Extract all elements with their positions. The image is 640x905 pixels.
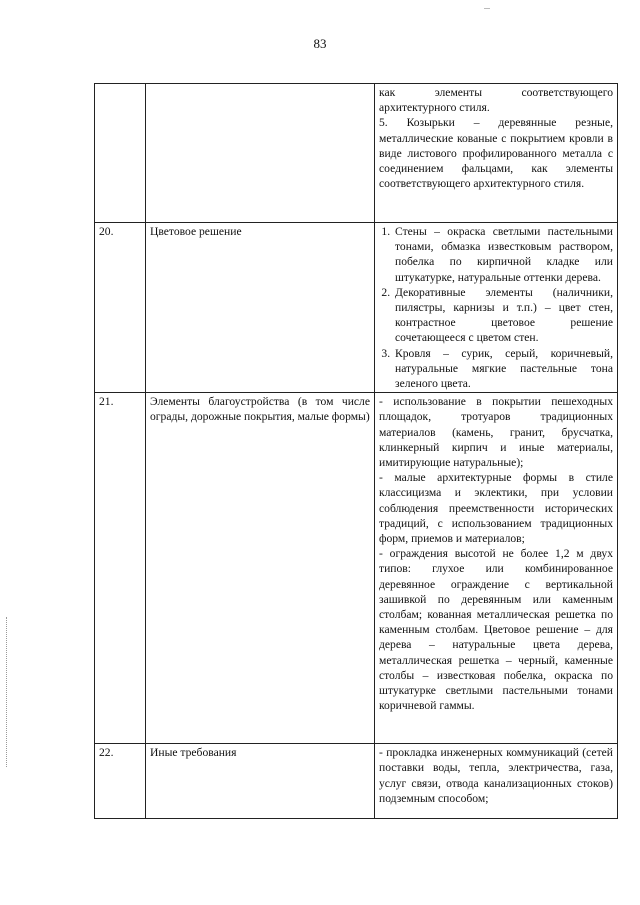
row-name <box>146 84 375 223</box>
scan-mark <box>484 8 490 9</box>
row-description <box>375 393 618 744</box>
row-number: 22. <box>95 744 146 819</box>
row-description <box>375 84 618 223</box>
list-item: - ограждения высотой не более 1,2 м двух типов: глухое или комбинированное деревянное ограждение с вертикальной зашивкой по деревянным или каменным столбам; кованная металлическая решетка по каменным столбам. Цветовое решение – для дерева – натуральные цвета дерева, металлическая решетка – черный, каменные столбы – известковая побелка, окраска по штукатурке светлыми пастельными тонами коричневой гаммы. <box>379 547 613 713</box>
list-item: 1. Стены – окраска светлыми пастельными тонами, обмазка известковым раствором, побелка по кирпичной кладке или штукатурке, натуральные оттенки дерева. <box>393 224 613 285</box>
row-description <box>375 223 618 393</box>
row-name: Элементы благоустройства (в том числе ограды, дорожные покрытия, малые формы) <box>146 393 375 744</box>
requirements-table <box>94 83 618 819</box>
row-number: 20. <box>95 223 146 393</box>
description-line: как элементы соответствующего архитектурного стиля. <box>379 86 613 115</box>
table-row-22 <box>95 744 618 819</box>
table-row-21 <box>95 393 618 744</box>
table-row-20 <box>95 223 618 393</box>
page-number: 83 <box>313 36 327 51</box>
table-row-continuation <box>95 84 618 223</box>
description-line: 5. Козырьки – деревянные резные, металлические кованые с покрытием кровли в виде листового профилированного металла с соединением фальцами, как элементы соответствующего архитектурного стиля. <box>379 116 613 191</box>
row-description <box>375 744 618 819</box>
list-item: 3. Кровля – сурик, серый, коричневый, натуральные мягкие пастельные тона зеленого цвета. <box>393 346 613 392</box>
color-items-list <box>379 224 613 391</box>
row-number <box>95 84 146 223</box>
row-name: Цветовое решение <box>146 223 375 393</box>
list-item: 2. Декоративные элементы (наличники, пилястры, карнизы и т.п.) – цвет стен, контрастное цветовое решение сочетающееся с цветом стен. <box>393 285 613 346</box>
list-item: - прокладка инженерных коммуникаций (сетей поставки воды, тепла, электричества, газа, услуг связи, отвода канализационных стоков) подземным способом; <box>379 746 613 805</box>
list-item: - использование в покрытии пешеходных площадок, тротуаров традиционных материалов (камень, гранит, брусчатка, клинкерный кирпич и иные материалы, имитирующие натуральные); <box>379 395 613 470</box>
row-number: 21. <box>95 393 146 744</box>
list-item: - малые архитектурные формы в стиле классицизма и эклектики, при условии соблюдения преемственности исторических традиций, с использованием традиционных форм, приемов и материалов; <box>379 471 613 546</box>
scan-edge-mark <box>6 617 8 767</box>
row-name: Иные требования <box>146 744 375 819</box>
landscaping-items-list <box>379 394 613 713</box>
other-items-list <box>379 745 613 806</box>
